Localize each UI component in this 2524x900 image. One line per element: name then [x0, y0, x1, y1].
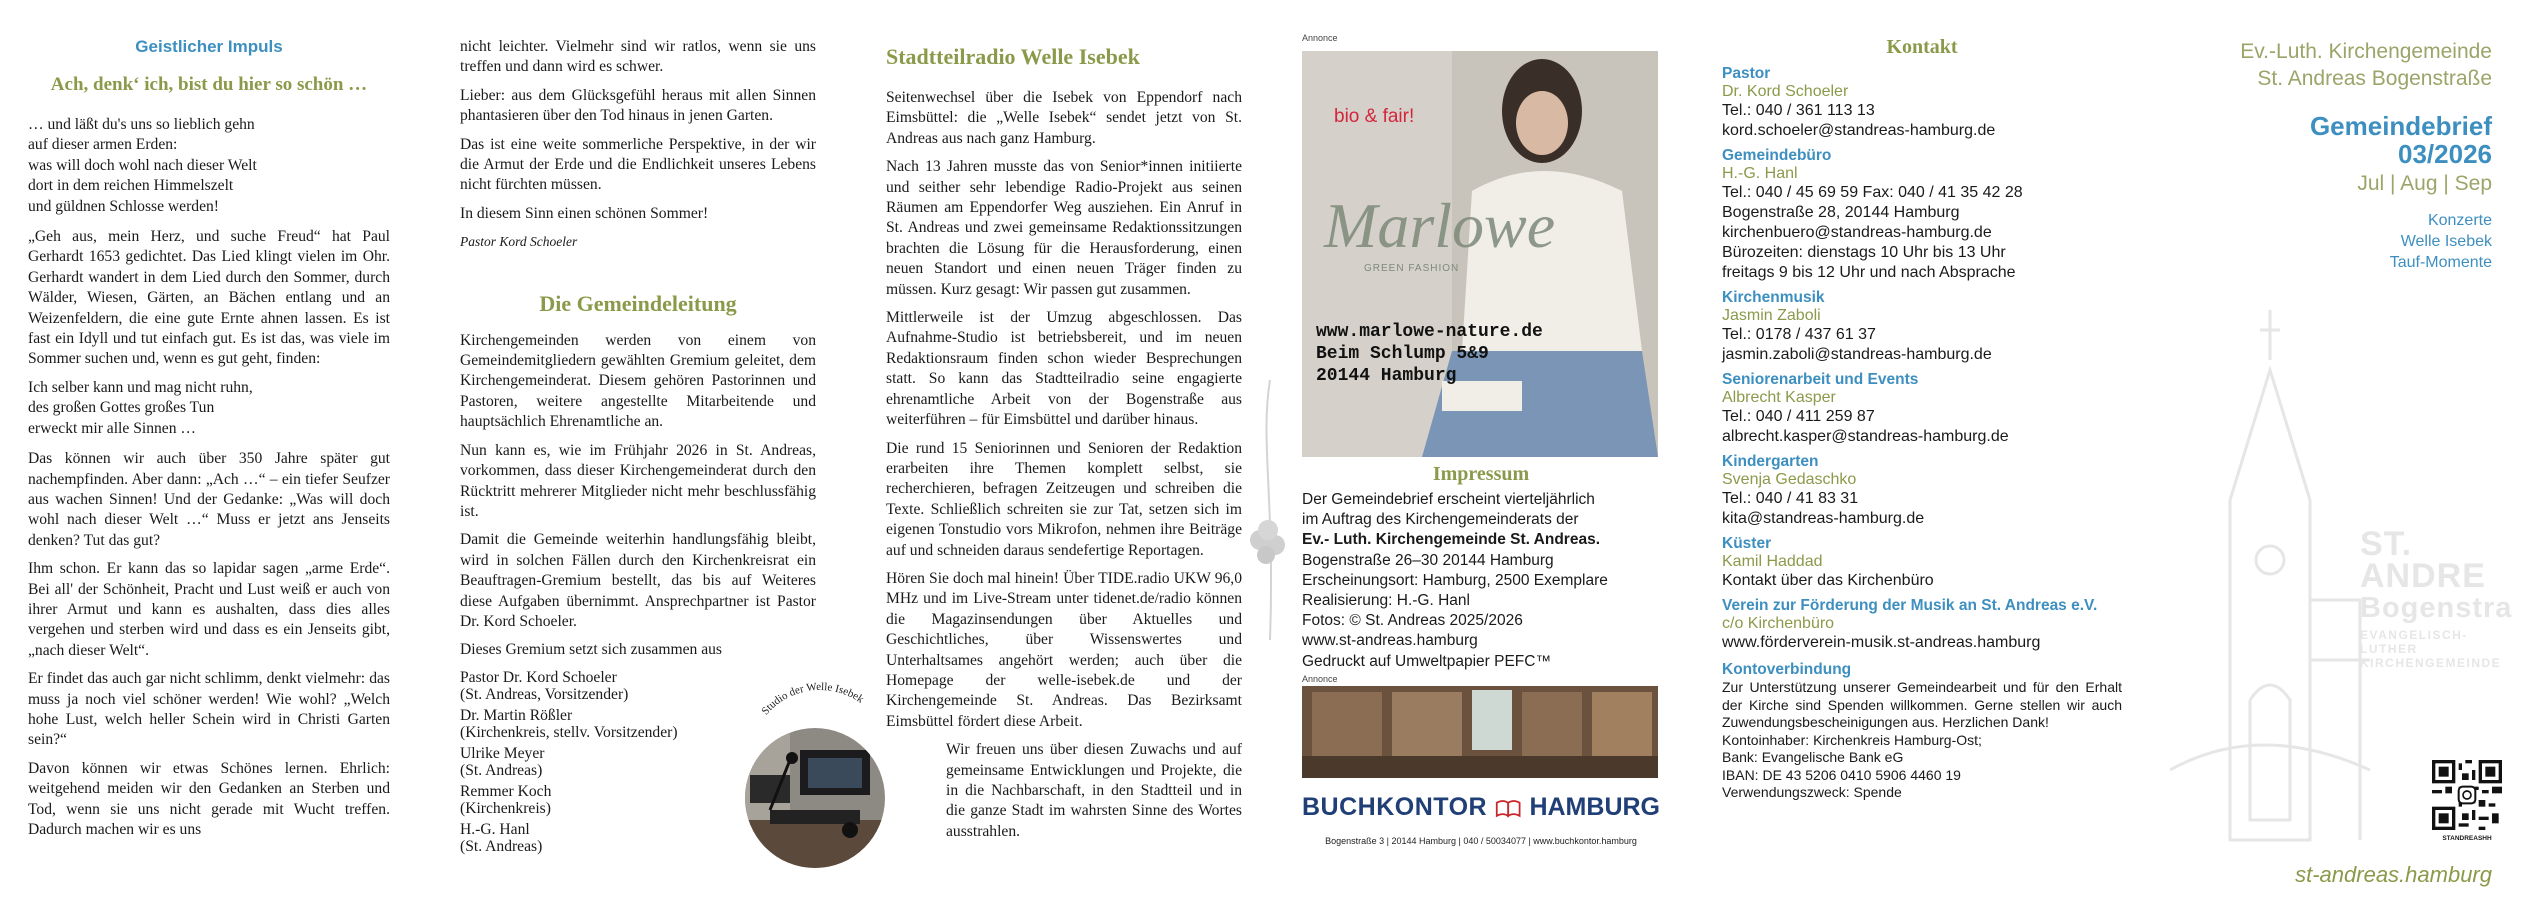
studio-photo	[730, 680, 900, 880]
impressum-line: Der Gemeindebrief erscheint vierteljährlich	[1302, 491, 1595, 508]
ad-label: Annonce	[1302, 673, 1338, 684]
contact-block	[1722, 453, 2122, 529]
org-line: Ev.-Luth. Kirchengemeinde	[2240, 40, 2492, 63]
paragraph: Ihm schon. Er kann das so lapidar sagen „arme Erde“. Bei all' der Schönheit, Pracht und Lust weiß er auch von ihrer Armut und kann es aushalten, dass dies alles vergehen und sterben wird und dass es ein Jenseits gibt, „nach dieser Welt“.	[28, 560, 390, 659]
studio-photo-graphic	[730, 680, 900, 880]
ad-contact	[1316, 321, 1543, 387]
open-book-icon	[1495, 786, 1521, 830]
contact-link[interactable]: albrecht.kasper@standreas-hamburg.de	[1722, 428, 2009, 445]
konto-text: Zur Unterstützung unserer Gemeindearbeit und für den Erhalt der Kirche sind Spenden willkommen. Gerne stellen wir auch Zuwendungsbescheinigungen aus. Herzlichen Dank!	[1722, 679, 2122, 730]
logo-line: KIRCHENGEMEINDE	[2360, 656, 2502, 670]
contact-detail: Kontakt über das Kirchenbüro	[1722, 572, 1934, 589]
paragraph: Seitenwechsel über die Isebek von Eppendorf nach Eimsbüttel: die „Welle Isebek“ sendet jetzt von St. Andreas aus nach ganz Hamburg.	[886, 89, 1242, 147]
column-cover	[2120, 0, 2524, 900]
contact-link[interactable]: kita@standreas-hamburg.de	[1722, 510, 1925, 527]
member-line: (St. Andreas, Vorsitzender)	[460, 685, 629, 703]
impressum-org: Ev.- Luth. Kirchengemeinde St. Andreas.	[1302, 531, 1600, 549]
verse-line: des großen Gottes großes Tun	[28, 399, 215, 417]
qr-label: STANDREASHH	[2442, 835, 2492, 842]
member-line: Remmer Koch	[460, 782, 552, 800]
contact-link[interactable]: jasmin.zaboli@standreas-hamburg.de	[1722, 346, 1992, 363]
topic-item: Tauf-Momente	[2389, 254, 2492, 271]
bookstore-photo-graphic	[1302, 686, 1658, 778]
contact-detail: Bürozeiten: dienstags 10 Uhr bis 13 Uhr	[1722, 244, 2006, 261]
column-ads-impressum	[1302, 0, 1660, 900]
column-kontakt	[1722, 0, 2122, 900]
org-name	[2240, 38, 2492, 92]
marlowe-ad[interactable]	[1302, 51, 1658, 457]
contact-block	[1722, 65, 2122, 141]
paragraph: Er findet das auch gar nicht schlimm, denkt vielmehr: das muss ja noch viel schöner werden! Wie wohl? „Welch hohe Lust, welch heller Schein wird in Christi Garten sein?“	[28, 670, 390, 749]
konto-line: Verwendungszweck: Spende	[1722, 784, 1902, 800]
buchkontor-address: Bogenstraße 3 | 20144 Hamburg | 040 / 50034077 | www.buchkontor.hamburg	[1325, 835, 1637, 846]
buchkontor-city: HAMBURG	[1529, 793, 1660, 822]
ad-brand: Marlowe	[1324, 190, 1556, 261]
contact-block	[1722, 371, 2122, 447]
contact-role: Pastor	[1722, 65, 1771, 82]
paragraph: Das können wir auch über 350 Jahre später gut nachempfinden. Aber dann: „Ach …“ – ein tiefer Seufzer aus wachen Sinnen! Und der Gedanke: „Was will doch wohl nach dieser Welt …“ Muss er jetzt ans Jenseits denken? Tut das gut?	[28, 450, 390, 549]
ad-slogan: bio & fair!	[1334, 106, 1415, 127]
photo-caption: Studio der Welle Isebek	[759, 680, 866, 718]
paragraph: Die rund 15 Seniorinnen und Senioren der Redaktion erarbeiten ihre Themen komplett selbst, sie recherchieren, befragen Zeitzeugen und schreiben die Texte. Schließlich schreiten sie zur Tat, setzen sich im eigenen Tonstudio vors Mikrofon, nehmen ihre Beiträge auf und schneiden daraus sendefertige Reportagen.	[886, 439, 1242, 559]
article-body	[886, 88, 1242, 842]
impressum-title: Impressum	[1432, 463, 1530, 485]
verse-line: erweckt mir alle Sinnen …	[28, 419, 197, 437]
paragraph: Lieber: aus dem Glücksgefühl heraus mit allen Sinnen phantasieren über den Tod hinaus in jenen Garten.	[460, 86, 816, 125]
section-title: Die Gemeindeleitung	[539, 290, 737, 316]
konto-label: Kontoverbindung	[1722, 661, 1852, 678]
member-line: Ulrike Meyer	[460, 744, 545, 762]
impressum-line: Erscheinungsort: Hamburg, 2500 Exemplare	[1302, 571, 1608, 589]
konto-line: Bank: Evangelische Bank eG	[1722, 749, 1904, 765]
impressum-line: Realisierung: H.-G. Hanl	[1302, 592, 1470, 610]
watermark-logo	[2360, 525, 2524, 670]
contact-role: Gemeindebüro	[1722, 147, 1832, 164]
paragraph: Nun kann es, wie im Frühjahr 2026 in St. Andreas, vorkommen, dass dieser Kirchengemeinderat durch den Rücktritt mehrerer Mitglieder nicht mehr beschlussfähig ist.	[460, 441, 816, 520]
contact-role: Kindergarten	[1722, 453, 1819, 470]
org-line: St. Andreas Bogenstraße	[2257, 67, 2492, 90]
verse-line: was will doch wohl nach dieser Welt	[28, 156, 257, 174]
topic-item: Welle Isebek	[2400, 233, 2492, 250]
member-line: H.-G. Hanl	[460, 820, 530, 838]
contact-name: Svenja Gedaschko	[1722, 471, 1857, 488]
verse-line: … und läßt du's uns so lieblich gehn	[28, 116, 255, 133]
impressum-line: www.st-andreas.hamburg	[1302, 632, 1478, 650]
paragraph: nicht leichter. Vielmehr sind wir ratlos, wenn sie uns treffen und dann wird es schwer.	[460, 38, 816, 76]
contact-detail: Tel.: 040 / 45 69 59 Fax: 040 / 41 35 42 28	[1722, 184, 2023, 201]
section-title: Stadtteilradio Welle Isebek	[886, 44, 1140, 69]
contact-block	[1722, 289, 2122, 365]
impressum-line: Fotos: © St. Andreas 2025/2026	[1302, 612, 1523, 630]
paragraph: „Geh aus, mein Herz, und suche Freud“ hat Paul Gerhardt 1653 gedichtet. Das Lied klingt vielen im Ohr. Gerhardt wandert in dem Lied durch den Sommer, durch Wälder, Wiesen, Gärten, an Bächen entlang und an Weizenfeldern, die eine gute Ernte ahnen lassen. Es ist fast ein Idyll und tut einfach gut. Es ist das, was viele im Sommer suchen und, wenn es gut geht, finden:	[28, 228, 390, 368]
paragraph: Wir freuen uns über diesen Zuwachs und auf gemeinsame Entwicklungen und Projekte, die in die Nachbarschaft, in den Stadtteil und in die ganze Stadt im wahrsten Sinne des Wortes ausstrahlen.	[946, 741, 1242, 840]
article-body	[28, 115, 390, 840]
buchkontor-photo[interactable]	[1302, 686, 1658, 778]
contact-link[interactable]: kirchenbuero@standreas-hamburg.de	[1722, 224, 1992, 241]
contact-name: H.-G. Hanl	[1722, 165, 1798, 182]
contact-name: Jasmin Zaboli	[1722, 307, 1821, 324]
paragraph: Dieses Gremium setzt sich zusammen aus	[460, 641, 722, 659]
verse-block	[28, 115, 390, 217]
brief-issue: 03/2026	[2398, 139, 2492, 169]
ad-address: Beim Schlump 5&9	[1316, 344, 1489, 364]
contact-role: Seniorenarbeit und Events	[1722, 371, 1919, 388]
contact-name: Dr. Kord Schoeler	[1722, 83, 1849, 100]
svg-text:Studio der Welle Isebek	[759, 681, 866, 718]
konto-line: Kontoinhaber: Kirchenkreis Hamburg-Ost;	[1722, 731, 1982, 748]
contact-detail: Tel.: 040 / 411 259 87	[1722, 408, 1875, 425]
column-gemeindeleitung	[460, 0, 866, 900]
member-line: Pastor Dr. Kord Schoeler	[460, 668, 617, 686]
paragraph: Damit die Gemeinde weiterhin handlungsfähig bleibt, wird in solchen Fällen durch den Kirchenkreisrat ein Beauftragen-Gremium bestellt, das bis auf Weiteres diese Aufgaben übernimmt. Ansprechpartner ist Pastor Dr. Kord Schoeler.	[460, 531, 816, 630]
impressum-line: Bogenstraße 26–30 20144 Hamburg	[1302, 551, 1554, 569]
contact-detail: Tel.: 040 / 361 113 13	[1722, 102, 1875, 119]
contact-list	[1722, 65, 2122, 653]
contact-block	[1722, 147, 2122, 283]
section-kicker: Geistlicher Impuls	[135, 37, 283, 56]
column-geistlicher-impuls	[28, 0, 390, 900]
contact-link[interactable]: kord.schoeler@standreas-hamburg.de	[1722, 122, 1996, 139]
footer-url[interactable]: st-andreas.hamburg	[2295, 862, 2492, 887]
ad-url[interactable]: www.marlowe-nature.de	[1316, 322, 1543, 342]
impressum-line: Gedruckt auf Umweltpapier PEFC™	[1302, 652, 1551, 670]
contact-detail: Tel.: 040 / 41 83 31	[1722, 490, 1859, 507]
member-line: Dr. Martin Rößler	[460, 706, 573, 724]
contact-link[interactable]: www.förderverein-musik.st-andreas.hamburg	[1722, 634, 2041, 651]
member-line: (Kirchenkreis, stellv. Vorsitzender)	[460, 723, 678, 741]
qr-code-graphic	[2432, 760, 2502, 830]
impressum-body	[1302, 490, 1660, 672]
logo-line: ST. ANDRE	[2360, 525, 2486, 595]
member-line: (St. Andreas)	[460, 761, 543, 779]
ad-city: 20144 Hamburg	[1316, 366, 1457, 386]
contact-role: Verein zur Förderung der Musik an St. Andreas e.V.	[1722, 597, 2098, 614]
verse-line: und güldnen Schlosse werden!	[28, 197, 219, 215]
contact-detail: freitags 9 bis 12 Uhr und nach Absprache	[1722, 264, 2016, 281]
paragraph: Das ist eine weite sommerliche Perspektive, in der wir die Armut der Erde und die Endlichkeit unseres Lebens nicht fürchten müssen.	[460, 135, 816, 194]
paragraph: In diesem Sinn einen schönen Sommer!	[460, 204, 709, 222]
paragraph: Kirchengemeinden werden von einem von Gemeindemitgliedern gewählten Gremium geleitet, dem Kirchengemeinderat. Diesem gehören Pastorinnen und Pastoren, weitere angestellte Mitarbeitende und hauptsächlich Ehrenamtliche an.	[460, 331, 816, 431]
member-line: (Kirchenkreis)	[460, 799, 551, 817]
impressum-line: im Auftrag des Kirchengemeinderats der	[1302, 511, 1579, 529]
column-welle-isebek	[886, 0, 1242, 900]
konto-lines	[1722, 732, 2122, 802]
decorative-flower-icon	[1230, 380, 1310, 640]
buchkontor-logo[interactable]	[1302, 786, 1660, 830]
contact-detail: Bogenstraße 28, 20144 Hamburg	[1722, 204, 1960, 221]
section-title: Kontakt	[1886, 36, 1958, 58]
logo-line: Bogenstra	[2360, 592, 2513, 624]
logo-line: EVANGELISCH-LUTHER	[2360, 628, 2468, 656]
brief-months: Jul | Aug | Sep	[2357, 172, 2492, 195]
contact-detail: Tel.: 0178 / 437 61 37	[1722, 326, 1876, 343]
brief-title-block	[2310, 112, 2492, 168]
verse-line: dort in dem reichen Himmelszelt	[28, 177, 234, 195]
member-line: (St. Andreas)	[460, 837, 543, 855]
paragraph: Hören Sie doch mal hinein! Über TIDE.radio UKW 96,0 MHz und im Live-Stream unter tidenet.de/radio können die Magazinsendungen über Aktuelles und Geschichtliches, über Wissenswertes und Unterhaltsames angehört werden; auch über die Homepage der welle-isebek.de und der Kirchengemeinde St. Andreas. Das Bezirksamt Eimsbüttel fördert diese Arbeit.	[886, 569, 1242, 730]
section-subhead: Ach, denk‘ ich, bist du hier so schön …	[50, 74, 368, 95]
verse-block	[28, 378, 390, 439]
contact-name: c/o Kirchenbüro	[1722, 615, 1835, 632]
brief-title: Gemeindebrief	[2309, 111, 2492, 141]
paragraph: Davon können wir etwas Schönes lernen. Ehrlich: weitgehend meiden wir den Gedanken an Sterben und Tod, wenn sie uns nicht gerade mit Wucht treffen. Dadurch machen wir es uns	[28, 759, 390, 838]
topic-item: Konzerte	[2427, 212, 2492, 229]
impressum-lines	[1302, 551, 1660, 672]
contact-name: Kamil Haddad	[1722, 553, 1823, 570]
ad-label: Annonce	[1302, 33, 1338, 43]
contact-name: Albrecht Kasper	[1722, 389, 1836, 406]
impressum-lines	[1302, 490, 1660, 530]
ad-brand-sub: GREEN FASHION	[1364, 263, 1460, 274]
contact-role: Küster	[1722, 535, 1772, 552]
contact-role: Kirchenmusik	[1722, 289, 1825, 306]
article-continuation	[460, 37, 816, 253]
paragraph: Nach 13 Jahren musste das von Senior*innen initiierte und seither sehr lebendige Radio-Projekt aus seinen Räumen am Eppendorfer Weg ausziehen. Ein Anruf in St. Andreas und zwei gemeinsame Redaktionssitzungen brachten die Lösung für die Herausforderung, einen neuen Standort und einen neuen Träger finden zu müssen. Kurz gesagt: Wir passen gut zusammen.	[886, 158, 1242, 298]
konto-line: IBAN: DE 43 5206 0410 5906 4460 19	[1722, 766, 1961, 783]
church-icon	[2170, 300, 2370, 860]
qr-code[interactable]	[2432, 760, 2502, 842]
topic-list	[2390, 210, 2492, 273]
paragraph: Mittlerweile ist der Umzug abgeschlossen. Das Aufnahme-Studio ist betriebsbereit, und im neuen Redaktionsraum finden schon wieder Besprechungen statt. So kann das Stadtteilradio seine engagierte ehrenamtliche Arbeit von der Bogenstraße aus weiterführen – für Eimsbüttel und darüber hinaus.	[886, 309, 1242, 429]
contact-block	[1722, 535, 2122, 591]
signature: Pastor Kord Schoeler	[460, 234, 578, 250]
verse-line: auf dieser armen Erden:	[28, 136, 178, 154]
verse-line: Ich selber kann und mag nicht ruhn,	[28, 378, 253, 396]
buchkontor-wordmark: BUCHKONTOR	[1302, 793, 1488, 822]
contact-block	[1722, 597, 2122, 653]
